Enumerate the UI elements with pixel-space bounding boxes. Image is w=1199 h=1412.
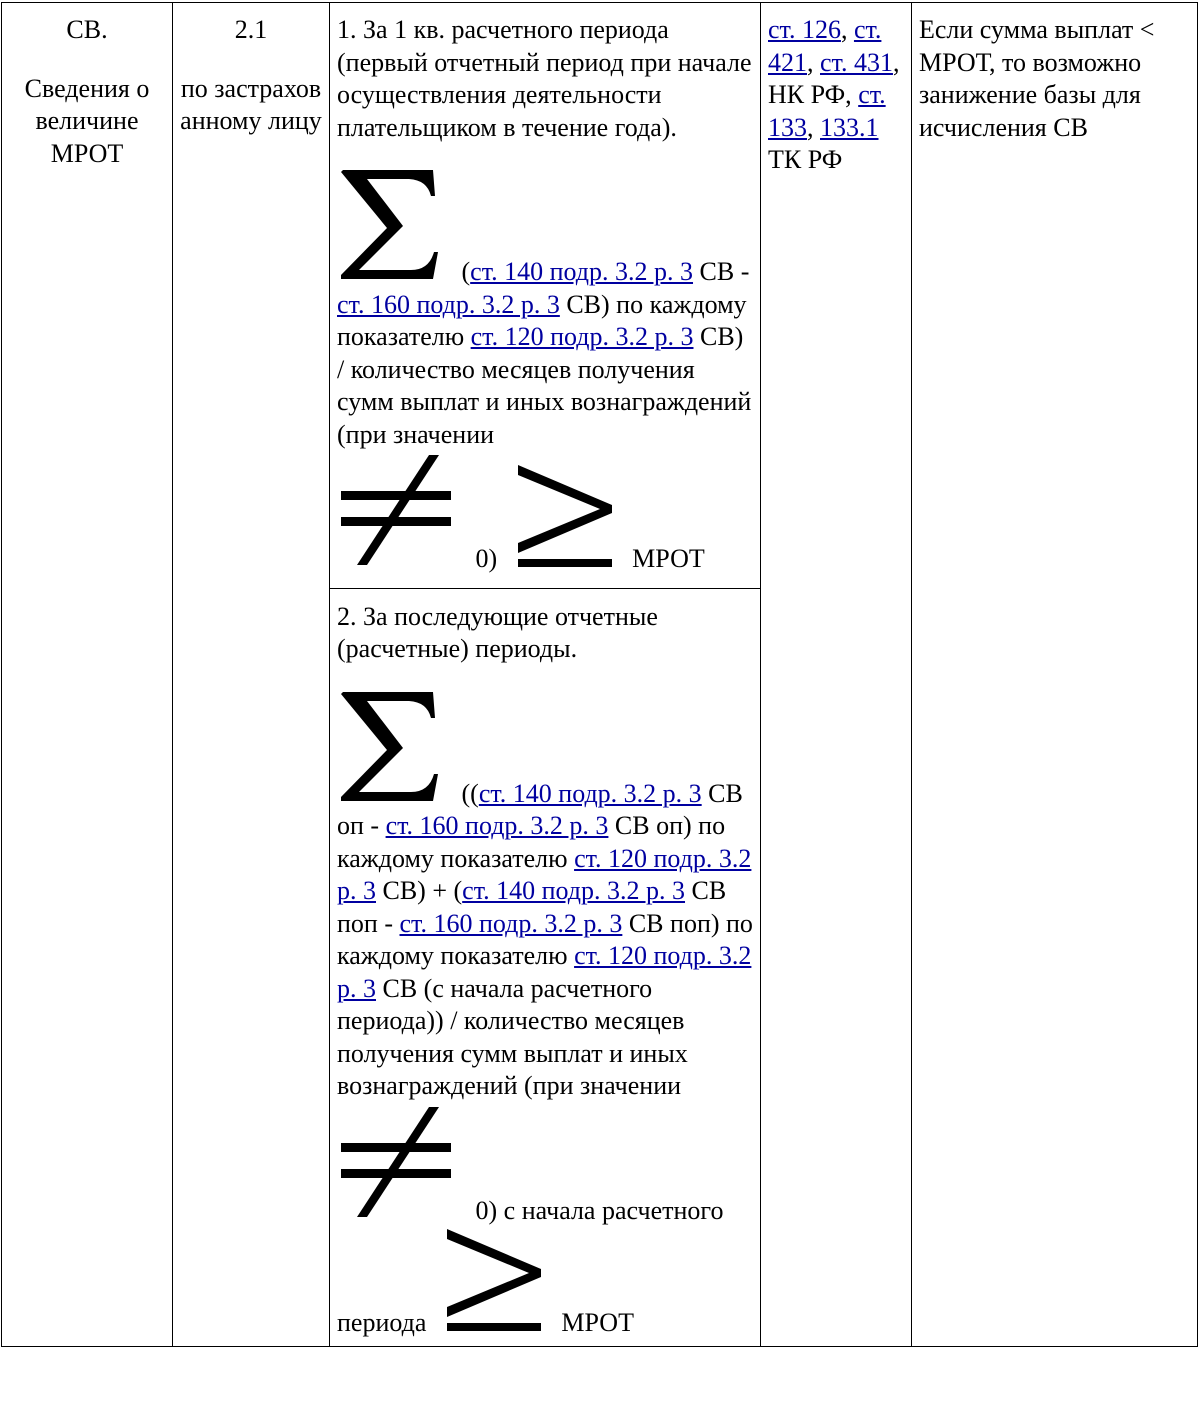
formula-text: СВ поп - xyxy=(337,876,727,938)
formula-text: МРОТ xyxy=(632,544,705,573)
section-cell xyxy=(2,3,173,1347)
formula-text: СВ (с начала расчетного периода)) / количество месяцев получения сумм выплат и иных вознаграждений (при значении xyxy=(337,973,688,1100)
formula-cell-2 xyxy=(330,588,761,1346)
check-scope: по застрахованному лицу xyxy=(180,73,322,135)
formula-1-intro: 1. За 1 кв. расчетного периода (первый отчетный период при начале осуществления деятельности плательщиком в течение года). xyxy=(337,15,752,142)
link-st140-a[interactable]: ст. 140 подр. 3.2 р. 3 xyxy=(470,257,694,286)
paren-open: ( xyxy=(461,257,471,286)
link-st431[interactable]: ст. 431 xyxy=(820,47,893,77)
link-st120-c[interactable]: ст. 120 подр. 3.2 р. 3 xyxy=(337,941,752,1003)
sigma-icon xyxy=(337,688,441,802)
formula-text: МРОТ xyxy=(561,1308,634,1337)
rules-table xyxy=(1,2,1198,1347)
link-st140-c[interactable]: ст. 140 подр. 3.2 р. 3 xyxy=(462,876,686,905)
link-st133-1[interactable]: 133.1 xyxy=(820,112,879,142)
description-text: Если сумма выплат < МРОТ, то возможно занижение базы для исчисления СВ xyxy=(919,15,1155,142)
formula-text: 0) xyxy=(475,544,498,573)
formula-cell-1 xyxy=(330,3,761,589)
link-st140-b[interactable]: ст. 140 подр. 3.2 р. 3 xyxy=(478,778,702,808)
section-code: СВ. xyxy=(66,15,108,44)
not-equal-icon xyxy=(337,1105,455,1219)
description-cell xyxy=(912,3,1198,1347)
references-cell xyxy=(761,3,912,1347)
formula-text: СВ оп - xyxy=(337,778,743,840)
formula-text: СВ) + ( xyxy=(382,876,463,905)
formula-2-intro: 2. За последующие отчетные (расчетные) периоды. xyxy=(337,601,658,663)
section-title: Сведения о величине МРОТ xyxy=(24,73,150,168)
formula-text: 0) с начала расчетного xyxy=(475,1195,724,1225)
link-st160-a[interactable]: ст. 160 подр. 3.2 р. 3 xyxy=(337,289,560,319)
link-st126[interactable]: ст. 126 xyxy=(768,15,841,44)
check-number-cell xyxy=(173,3,330,1347)
link-st120-b[interactable]: ст. 120 подр. 3.2 р. 3 xyxy=(337,843,752,905)
formula-text: СВ) по каждому показателю xyxy=(337,289,747,351)
formula-text: СВ поп) по каждому показателю xyxy=(337,908,753,970)
greater-equal-icon xyxy=(441,1227,545,1331)
ref-sep: , xyxy=(807,112,820,142)
link-st120-a[interactable]: ст. 120 подр. 3.2 р. 3 xyxy=(470,322,694,351)
link-st133[interactable]: ст. 133 xyxy=(768,80,886,142)
paren-open: (( xyxy=(461,778,479,808)
link-st160-b[interactable]: ст. 160 подр. 3.2 р. 3 xyxy=(385,811,609,840)
formula-text: СВ оп) по каждому показателю xyxy=(337,811,726,873)
check-number: 2.1 xyxy=(234,15,268,44)
table-row xyxy=(2,3,1198,589)
ref-sep: ТК РФ xyxy=(768,145,843,174)
ref-sep: , xyxy=(807,47,820,77)
ref-sep: , xyxy=(840,15,854,44)
not-equal-icon xyxy=(337,453,455,567)
link-st421[interactable]: ст. 421 xyxy=(768,15,882,77)
formula-text: СВ - xyxy=(699,257,750,286)
link-st160-c[interactable]: ст. 160 подр. 3.2 р. 3 xyxy=(399,908,623,938)
sigma-icon xyxy=(337,166,441,280)
greater-equal-icon xyxy=(512,463,616,567)
formula-text: СВ) / количество месяцев получения сумм выплат и иных вознаграждений (при значении xyxy=(337,322,752,449)
ref-sep: , НК РФ, xyxy=(768,47,900,109)
formula-text: периода xyxy=(337,1308,427,1337)
